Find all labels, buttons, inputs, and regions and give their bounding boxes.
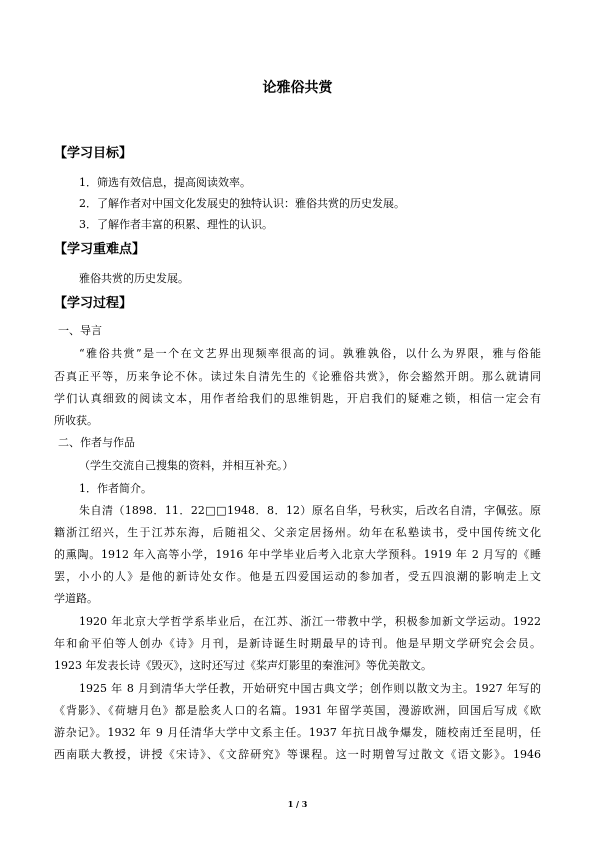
intro-line: 学们认真细致的阅读文本，用作者给我们的思维钥匙，开启我们的疑难之锁，相信一定会有 bbox=[54, 392, 541, 405]
bio-line: 西南联大教授，讲授《宋诗》、《文辞研究》等课程。这一时期曾写过散文《语文影》。1946 bbox=[54, 748, 541, 761]
objective-item: 2．了解作者对中国文化发展史的独特认识：雅俗共赏的历史发展。 bbox=[79, 197, 405, 210]
bio-line: 1925 年 8 月到清华大学任教，开始研究中国古典文学；创作则以散文为主。1927 年写的 bbox=[79, 682, 541, 695]
bio-line: 《背影》、《荷塘月色》都是脍炙人口的名篇。1931 年留学英国，漫游欧洲，回国后写成《欧 bbox=[54, 704, 541, 717]
objective-item: 3．了解作者丰富的积累、理性的认识。 bbox=[79, 218, 273, 231]
page-number: 1 / 3 bbox=[287, 799, 308, 809]
section-title-intro: 一、导言 bbox=[58, 324, 102, 337]
bio-line: 朱自清（1898．11．22□□1948．8．12）原名自华，号秋实，后改名自清，字佩弦。原 bbox=[79, 504, 541, 517]
bio-line: 的熏陶。1912 年入高等小学，1916 年中学毕业后考入北京大学预科。1919 年 2 月写的《睡 bbox=[54, 548, 541, 561]
section-title-author: 二、作者与作品 bbox=[58, 436, 135, 449]
bio-line: 籍浙江绍兴，生于江苏东海，后随祖父、父亲定居扬州。幼年在私塾读书，受中国传统文化 bbox=[54, 526, 541, 539]
bio-line: 学道路。 bbox=[54, 592, 98, 605]
heading-process: 【学习过程】 bbox=[54, 296, 133, 311]
section-note: （学生交流自己搜集的资料，并相互补充。） bbox=[79, 459, 294, 472]
intro-line: 所收获。 bbox=[54, 414, 98, 427]
heading-objectives: 【学习目标】 bbox=[54, 146, 133, 161]
bio-line: 1920 年北京大学哲学系毕业后，在江苏、浙江一带教中学，积极参加新文学运动。1922 bbox=[79, 615, 541, 628]
bio-line: 罢，小小的人》是他的新诗处女作。他是五四爱国运动的参加者，受五四浪潮的影响走上文 bbox=[54, 570, 541, 583]
intro-line: “雅俗共赏”是一个在文艺界出现频率很高的词。孰雅孰俗，以什么为界限，雅与俗能 bbox=[79, 347, 541, 360]
subsection-title: 1．作者简介。 bbox=[79, 482, 152, 495]
bio-line: 游杂记》。1932 年 9 月任清华大学中文系主任。1937 年抗日战争爆发，随校南迁至昆明，任 bbox=[54, 726, 541, 739]
heading-key-points: 【学习重难点】 bbox=[54, 242, 146, 257]
bio-line: 年和俞平伯等人创办《诗》月刊，是新诗诞生时期最早的诗刊。他是早期文学研究会会员。 bbox=[54, 637, 541, 650]
key-point-text: 雅俗共赏的历史发展。 bbox=[79, 272, 189, 285]
document-title: 论雅俗共赏 bbox=[262, 80, 333, 96]
objective-item: 1．筛选有效信息，提高阅读效率。 bbox=[79, 176, 251, 189]
intro-line: 否真正平等，历来争论不休。读过朱自清先生的《论雅俗共赏》，你会豁然开朗。那么就请同 bbox=[54, 370, 541, 383]
bio-line: 1923 年发表长诗《毁灭》，这时还写过《桨声灯影里的秦淮河》等优美散文。 bbox=[54, 659, 432, 672]
